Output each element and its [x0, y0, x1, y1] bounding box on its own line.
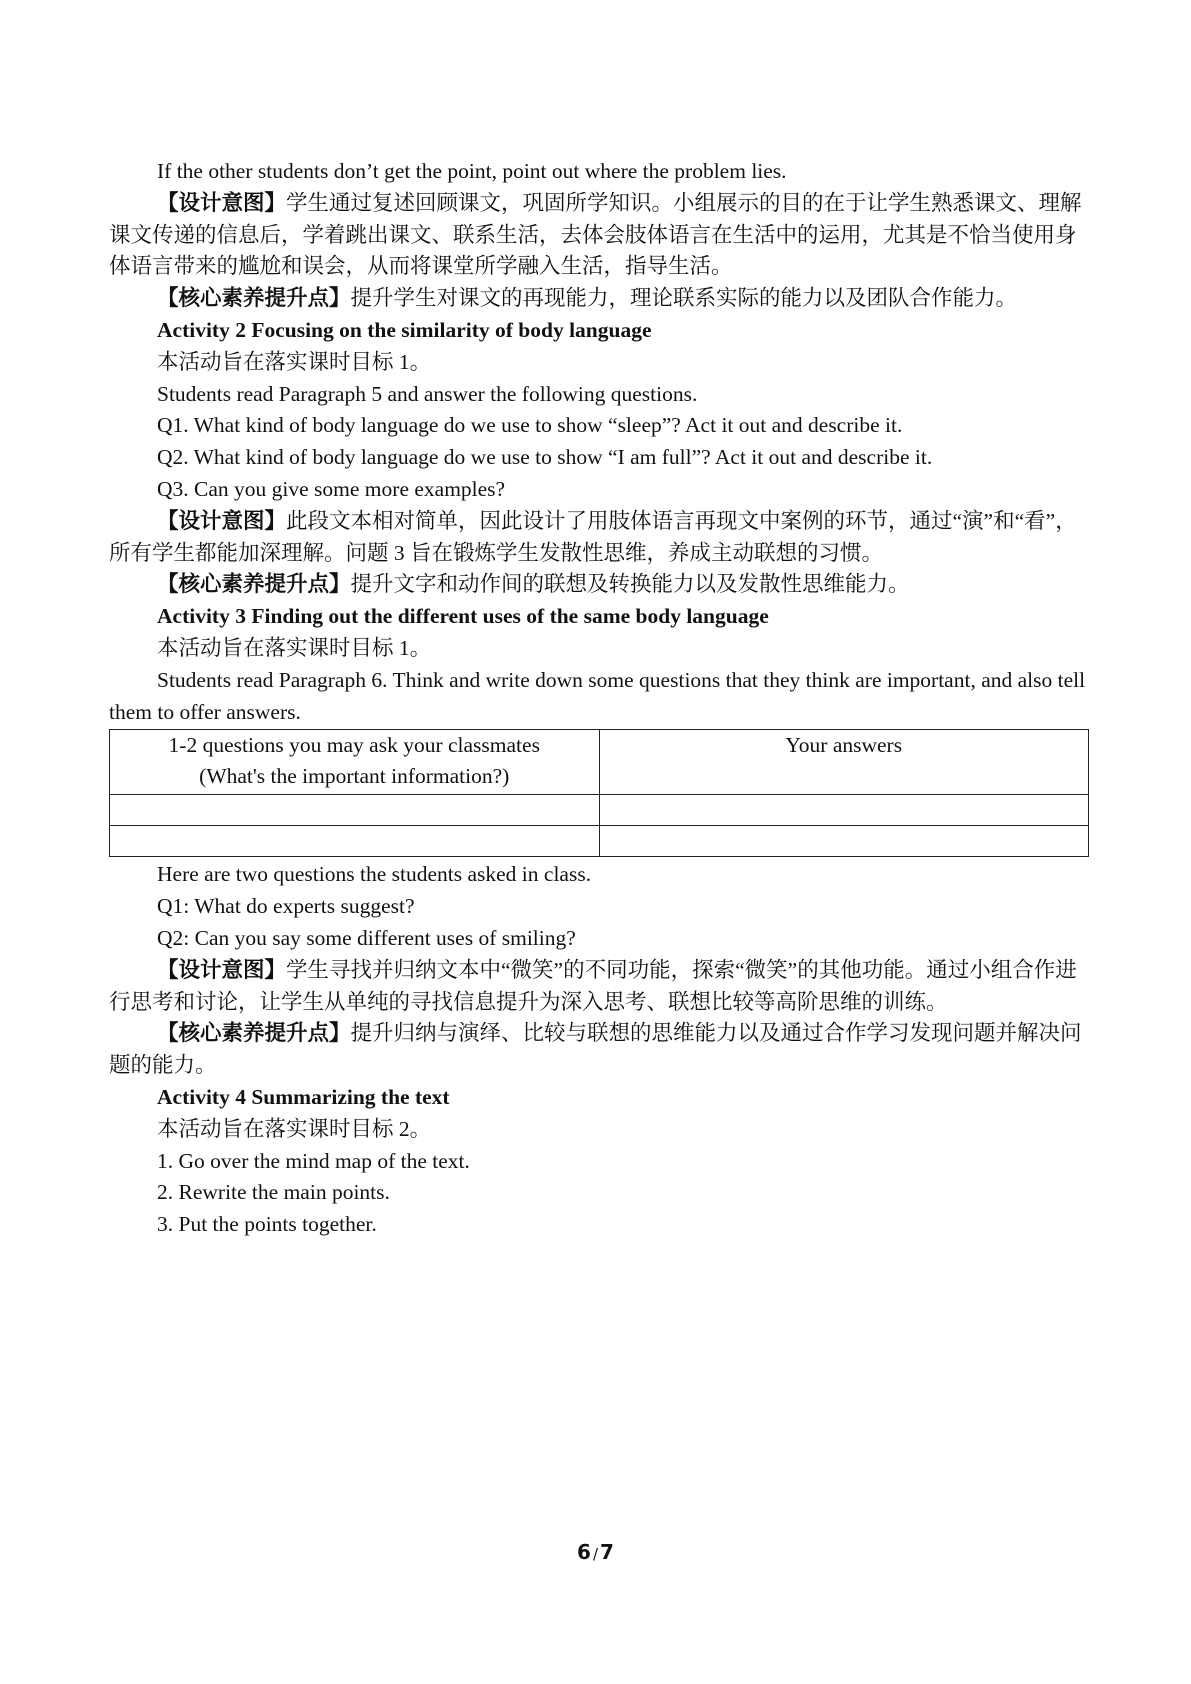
core-literacy-paragraph: [109, 1018, 1089, 1082]
table-row: [110, 826, 1089, 857]
core-literacy-text: 提升文字和动作间的联想及转换能力以及发散性思维能力。: [350, 572, 910, 597]
questions-answers-table: [109, 729, 1089, 857]
core-literacy-text: 提升归纳与演绎、比较与联想的思维能力以及通过合作学习发现问题并解决问题的能力。: [109, 1021, 1082, 1078]
table-header-row: [110, 730, 1089, 795]
page-number-separator: /: [592, 1545, 599, 1563]
design-intent-paragraph: [109, 955, 1089, 1019]
activity-goal: 本活动旨在落实课时目标 1。: [157, 635, 432, 660]
text-line: Students read Paragraph 5 and answer the following questions.: [157, 381, 698, 406]
design-intent-label: 【设计意图】: [157, 957, 287, 982]
table-header-questions: [110, 730, 600, 795]
table-cell: [599, 795, 1089, 826]
question-line: Q2. What kind of body language do we use to show “I am full”? Act it out and describe it.: [157, 445, 933, 470]
core-literacy-label: 【核心素养提升点】: [157, 1021, 351, 1046]
table-header-questions-line2: (What's the important information?): [199, 764, 510, 789]
core-literacy-label: 【核心素养提升点】: [157, 286, 351, 311]
activity-heading: Activity 4 Summarizing the text: [157, 1084, 450, 1109]
step-line: 1. Go over the mind map of the text.: [157, 1148, 470, 1173]
page-number: [0, 1540, 1191, 1564]
table-cell: [110, 795, 600, 826]
question-line: Q1. What kind of body language do we use to show “sleep”? Act it out and describe it.: [157, 413, 903, 438]
table-cell: [110, 826, 600, 857]
activity-heading: Activity 3 Finding out the different uses of the same body language: [157, 604, 769, 629]
activity-goal: 本活动旨在落实课时目标 1。: [157, 349, 432, 374]
core-literacy-label: 【核心素养提升点】: [157, 572, 351, 597]
text-line: If the other students don’t get the point, point out where the problem lies.: [157, 159, 787, 183]
design-intent-label: 【设计意图】: [157, 190, 287, 215]
core-literacy-text: 提升学生对课文的再现能力，理论联系实际的能力以及团队合作能力。: [350, 286, 1018, 311]
page-number-current: 6: [577, 1540, 591, 1564]
design-intent-label: 【设计意图】: [157, 508, 287, 533]
page-content: [109, 156, 1089, 1241]
design-intent-paragraph: [109, 188, 1089, 283]
table-header-questions-line1: 1-2 questions you may ask your classmates: [168, 733, 540, 758]
design-intent-text: 学生寻找并归纳文本中“微笑”的不同功能，探索“微笑”的其他功能。通过小组合作进行思考和讨论，让学生从单纯的寻找信息提升为深入思考、联想比较等高阶思维的训练。: [109, 957, 1077, 1014]
page-number-total: 7: [600, 1540, 614, 1564]
text-line: Students read Paragraph 6. Think and write down some questions that they think are important, and also tell them to offer answers.: [109, 667, 1086, 724]
core-literacy-paragraph: [109, 283, 1089, 315]
core-literacy-paragraph: [109, 569, 1089, 601]
step-line: 3. Put the points together.: [157, 1212, 377, 1237]
question-line: Q2: Can you say some different uses of smiling?: [157, 925, 576, 950]
question-line: Q3. Can you give some more examples?: [157, 476, 506, 501]
question-line: Q1: What do experts suggest?: [157, 894, 415, 919]
design-intent-text: 学生通过复述回顾课文，巩固所学知识。小组展示的目的在于让学生熟悉课文、理解课文传递的信息后，学着跳出课文、联系生活，去体会肢体语言在生活中的运用，尤其是不恰当使用身体语言带来的尴尬和误会，从而将课堂所学融入生活，指导生活。: [109, 190, 1082, 279]
table-row: [110, 795, 1089, 826]
activity-heading: Activity 2 Focusing on the similarity of body language: [157, 317, 652, 342]
text-line: Here are two questions the students asked in class.: [157, 862, 592, 887]
activity-goal: 本活动旨在落实课时目标 2。: [157, 1116, 432, 1141]
step-line: 2. Rewrite the main points.: [157, 1180, 390, 1205]
design-intent-text: 此段文本相对简单，因此设计了用肢体语言再现文中案例的环节，通过“演”和“看”，所有学生都能加深理解。问题 3 旨在锻炼学生发散性思维，养成主动联想的习惯。: [109, 508, 1077, 565]
table-header-answers: Your answers: [599, 730, 1089, 795]
table-cell: [599, 826, 1089, 857]
design-intent-paragraph: [109, 506, 1089, 570]
